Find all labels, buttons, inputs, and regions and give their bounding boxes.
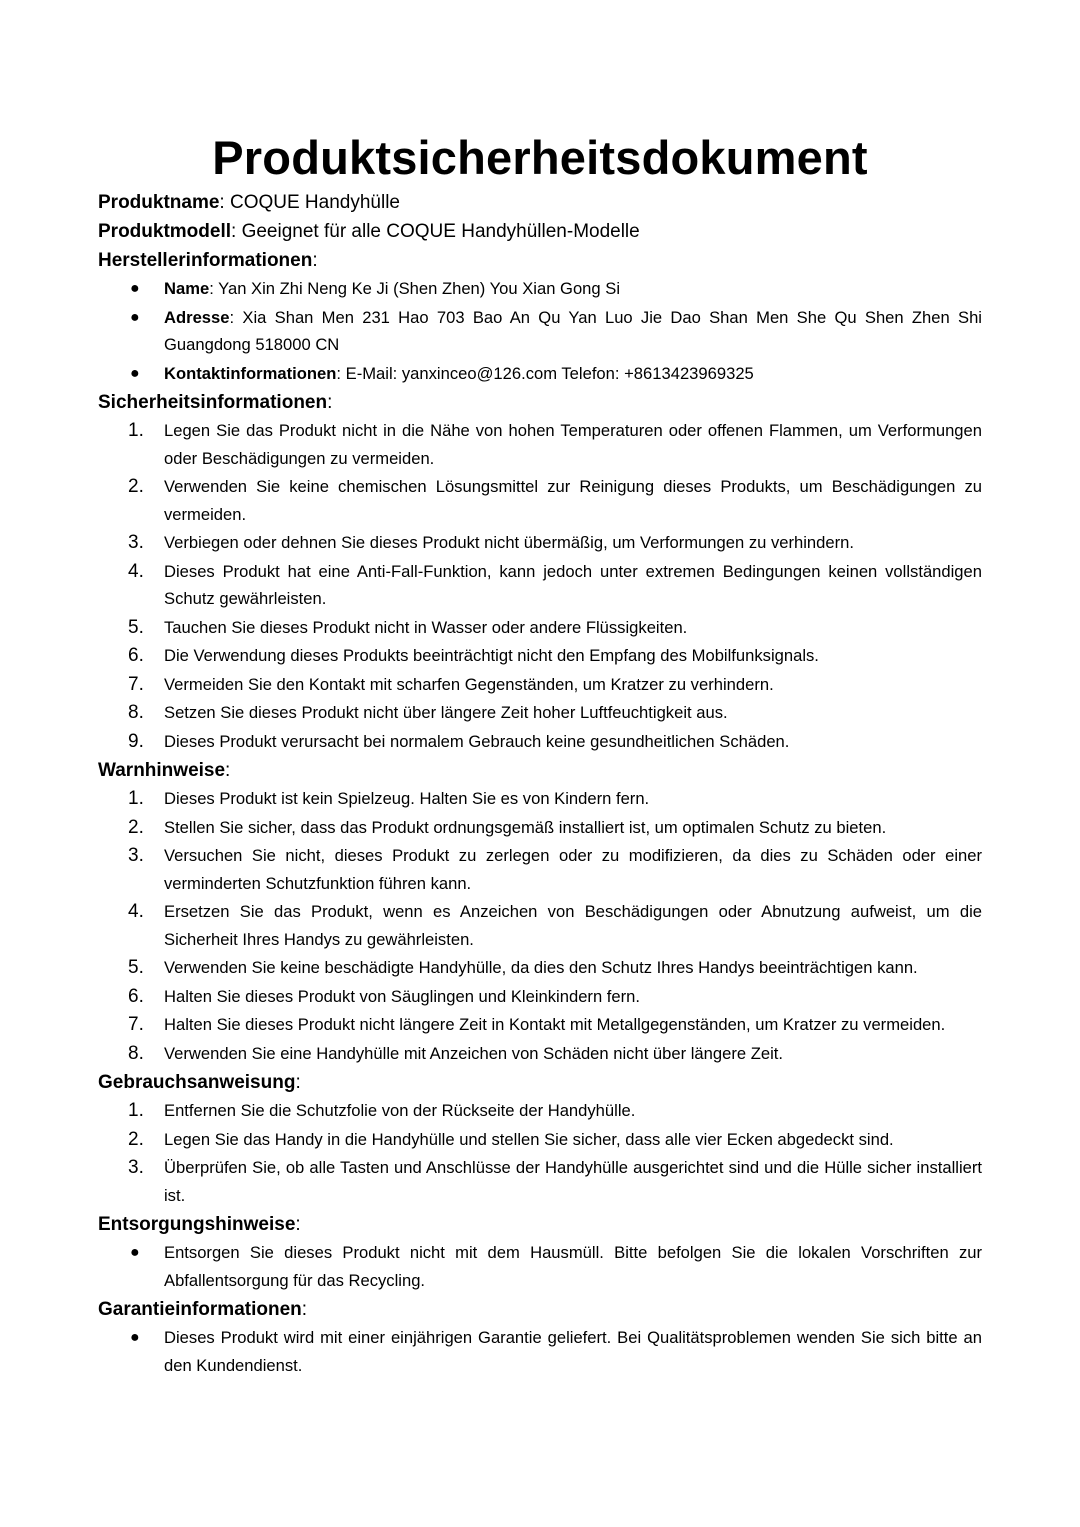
product-name-label: Produktname bbox=[98, 192, 220, 213]
list-item bbox=[98, 983, 982, 1011]
product-name-line: Produktname: COQUE Handyhülle bbox=[98, 192, 401, 213]
list-number: 1. bbox=[128, 420, 144, 441]
list-number: 3. bbox=[128, 845, 144, 866]
list-item bbox=[98, 558, 982, 613]
manufacturer-name-value: Yan Xin Zhi Neng Ke Ji (Shen Zhen) You Xian Gong Si bbox=[218, 279, 621, 298]
warranty-heading: Garantieinformationen: bbox=[98, 1299, 308, 1320]
list-item-text: Dieses Produkt wird mit einer einjährigen Garantie geliefert. Bei Qualitätsproblemen wenden Sie sich bitte an den Kundendienst. bbox=[164, 1328, 982, 1375]
document-page bbox=[98, 128, 982, 1380]
manufacturer-address-value: Xia Shan Men 231 Hao 703 Bao An Qu Yan Luo Jie Dao Shan Men She Qu Shen Zhen Shi Guangdong 518000 CN bbox=[164, 307, 982, 354]
list-item-text: Überprüfen Sie, ob alle Tasten und Anschlüsse der Handyhülle ausgerichtet sind und die Hülle sicher installiert ist. bbox=[164, 1158, 982, 1205]
list-item-text: Dieses Produkt hat eine Anti-Fall-Funktion, kann jedoch unter extremen Bedingungen keinen vollständigen Schutz gewährleisten. bbox=[164, 561, 982, 608]
list-item bbox=[98, 1154, 982, 1209]
list-number: 2. bbox=[128, 1128, 144, 1150]
list-item bbox=[98, 1097, 982, 1125]
list-number: 8. bbox=[128, 702, 144, 723]
bullet-icon: ● bbox=[130, 1329, 140, 1346]
product-name-value: COQUE Handyhülle bbox=[229, 192, 401, 213]
list-item-text: Dieses Produkt verursacht bei normalem Gebrauch keine gesundheitlichen Schäden. bbox=[164, 731, 790, 751]
list-item-text: Verwenden Sie keine beschädigte Handyhülle, da dies den Schutz Ihres Handys beeinträchtigen kann. bbox=[164, 958, 918, 977]
disposal-list bbox=[98, 1239, 982, 1294]
manufacturer-heading: Herstellerinformationen: bbox=[98, 250, 318, 271]
list-number: 2. bbox=[128, 476, 144, 497]
list-item: ● Kontaktinformationen: E-Mail: yanxinceo@126.com Telefon: +8613423969325 bbox=[98, 360, 982, 388]
list-item-text: Setzen Sie dieses Produkt nicht über längere Zeit hoher Luftfeuchtigkeit aus. bbox=[164, 703, 728, 722]
list-item-text: Verbiegen oder dehnen Sie dieses Produkt nicht übermäßig, um Verformungen zu verhindern. bbox=[164, 533, 854, 552]
list-item-text: Legen Sie das Handy in die Handyhülle und stellen Sie sicher, dass alle vier Ecken abgedeckt sind. bbox=[164, 1129, 894, 1149]
bullet-icon: ● bbox=[130, 1244, 140, 1261]
list-item-text: Legen Sie das Produkt nicht in die Nähe von hohen Temperaturen oder offenen Flammen, um Verformungen oder Beschädigungen zu vermeiden. bbox=[164, 421, 982, 468]
bullet-icon: ● bbox=[130, 308, 140, 326]
list-number: 7. bbox=[128, 673, 144, 695]
list-item bbox=[98, 473, 982, 528]
list-item-text: Verwenden Sie keine chemischen Lösungsmittel zur Reinigung dieses Produkts, um Beschädigungen zu vermeiden. bbox=[164, 477, 982, 524]
manufacturer-heading-text: Herstellerinformationen bbox=[98, 250, 313, 271]
list-number: 2. bbox=[128, 816, 144, 838]
list-number: 7. bbox=[128, 1014, 144, 1035]
disposal-heading: Entsorgungshinweise: bbox=[98, 1214, 301, 1235]
list-item-text: Entsorgen Sie dieses Produkt nicht mit dem Hausmüll. Bitte befolgen Sie die lokalen Vorschriften zur Abfallentsorgung für das Recycling. bbox=[164, 1243, 982, 1290]
list-item-text: Dieses Produkt ist kein Spielzeug. Halten Sie es von Kindern fern. bbox=[164, 789, 650, 808]
manufacturer-list bbox=[98, 275, 982, 387]
warranty-heading-text: Garantieinformationen bbox=[98, 1299, 302, 1320]
list-number: 4. bbox=[128, 560, 144, 582]
warranty-list bbox=[98, 1324, 982, 1379]
list-number: 5. bbox=[128, 616, 144, 638]
manufacturer-contact-label: Kontaktinformationen bbox=[164, 363, 337, 383]
list-number: 5. bbox=[128, 957, 144, 978]
warnings-heading: Warnhinweise: bbox=[98, 760, 231, 781]
product-model-line: Produktmodell: Geeignet für alle COQUE Handyhüllen-Modelle bbox=[98, 221, 640, 242]
warnings-list bbox=[98, 785, 982, 1067]
list-item bbox=[98, 814, 982, 842]
list-item bbox=[98, 898, 982, 953]
list-item-text: Vermeiden Sie den Kontakt mit scharfen Gegenständen, um Kratzer zu verhindern. bbox=[164, 674, 774, 694]
list-item bbox=[98, 842, 982, 897]
list-item-text: Halten Sie dieses Produkt von Säuglingen und Kleinkindern fern. bbox=[164, 986, 640, 1006]
usage-list bbox=[98, 1097, 982, 1209]
manufacturer-address-label: Adresse bbox=[164, 307, 230, 327]
disposal-heading-text: Entsorgungshinweise bbox=[98, 1214, 296, 1235]
warnings-heading-text: Warnhinweise bbox=[98, 760, 226, 781]
manufacturer-contact-value: E-Mail: yanxinceo@126.com Telefon: +8613423969325 bbox=[345, 363, 754, 383]
product-model-value: Geeignet für alle COQUE Handyhüllen-Modelle bbox=[241, 221, 640, 242]
list-number: 3. bbox=[128, 532, 144, 553]
list-item bbox=[98, 417, 982, 472]
document-title: Produktsicherheitsdokument bbox=[212, 131, 868, 184]
list-item-text: Ersetzen Sie das Produkt, wenn es Anzeichen von Beschädigungen oder Abnutzung aufweist, um die Sicherheit Ihres Handys zu gewährleisten. bbox=[164, 902, 982, 949]
list-item bbox=[98, 1126, 982, 1154]
list-item bbox=[98, 728, 982, 756]
list-number: 8. bbox=[128, 1042, 144, 1064]
list-item bbox=[98, 642, 982, 670]
list-number: 1. bbox=[128, 1100, 144, 1121]
list-item-text: Tauchen Sie dieses Produkt nicht in Wasser oder andere Flüssigkeiten. bbox=[164, 617, 688, 637]
list-item bbox=[98, 1040, 982, 1068]
list-item-text: Halten Sie dieses Produkt nicht längere Zeit in Kontakt mit Metallgegenständen, um Kratzer zu vermeiden. bbox=[164, 1015, 946, 1034]
safety-heading: Sicherheitsinformationen: bbox=[98, 392, 333, 413]
bullet-icon: ● bbox=[130, 280, 140, 297]
list-number: 9. bbox=[128, 730, 144, 752]
list-item-text: Entfernen Sie die Schutzfolie von der Rückseite der Handyhülle. bbox=[164, 1101, 636, 1120]
list-number: 1. bbox=[128, 788, 144, 809]
usage-heading-text: Gebrauchsanweisung bbox=[98, 1072, 296, 1093]
list-item bbox=[98, 954, 982, 982]
list-item bbox=[98, 1324, 982, 1379]
list-number: 3. bbox=[128, 1157, 144, 1178]
list-item: ● Adresse: Xia Shan Men 231 Hao 703 Bao An Qu Yan Luo Jie Dao Shan Men She Qu Shen Zhen Shi Guangdong 518000 CN bbox=[98, 304, 982, 359]
bullet-icon: ● bbox=[130, 364, 140, 382]
list-item bbox=[98, 1239, 982, 1294]
list-item bbox=[98, 529, 982, 557]
safety-heading-text: Sicherheitsinformationen bbox=[98, 392, 328, 413]
list-item: ● Name: Yan Xin Zhi Neng Ke Ji (Shen Zhen) You Xian Gong Si bbox=[98, 275, 982, 303]
list-item-text: Stellen Sie sicher, dass das Produkt ordnungsgemäß installiert ist, um optimalen Schutz zu bieten. bbox=[164, 817, 887, 837]
list-item-text: Verwenden Sie eine Handyhülle mit Anzeichen von Schäden nicht über längere Zeit. bbox=[164, 1043, 783, 1063]
list-item bbox=[98, 699, 982, 727]
list-item bbox=[98, 785, 982, 813]
list-item bbox=[98, 1011, 982, 1039]
list-number: 4. bbox=[128, 901, 144, 922]
manufacturer-name-label: Name bbox=[164, 279, 210, 298]
list-number: 6. bbox=[128, 985, 144, 1007]
list-item-text: Die Verwendung dieses Produkts beeinträchtigt nicht den Empfang des Mobilfunksignals. bbox=[164, 646, 819, 665]
list-number: 6. bbox=[128, 645, 144, 666]
usage-heading: Gebrauchsanweisung: bbox=[98, 1072, 301, 1093]
product-model-label: Produktmodell bbox=[98, 221, 232, 242]
list-item bbox=[98, 671, 982, 699]
safety-list bbox=[98, 417, 982, 755]
list-item-text: Versuchen Sie nicht, dieses Produkt zu zerlegen oder zu modifizieren, da dies zu Schäden oder einer verminderten Schutzfunktion führen kann. bbox=[164, 846, 982, 893]
list-item bbox=[98, 614, 982, 642]
